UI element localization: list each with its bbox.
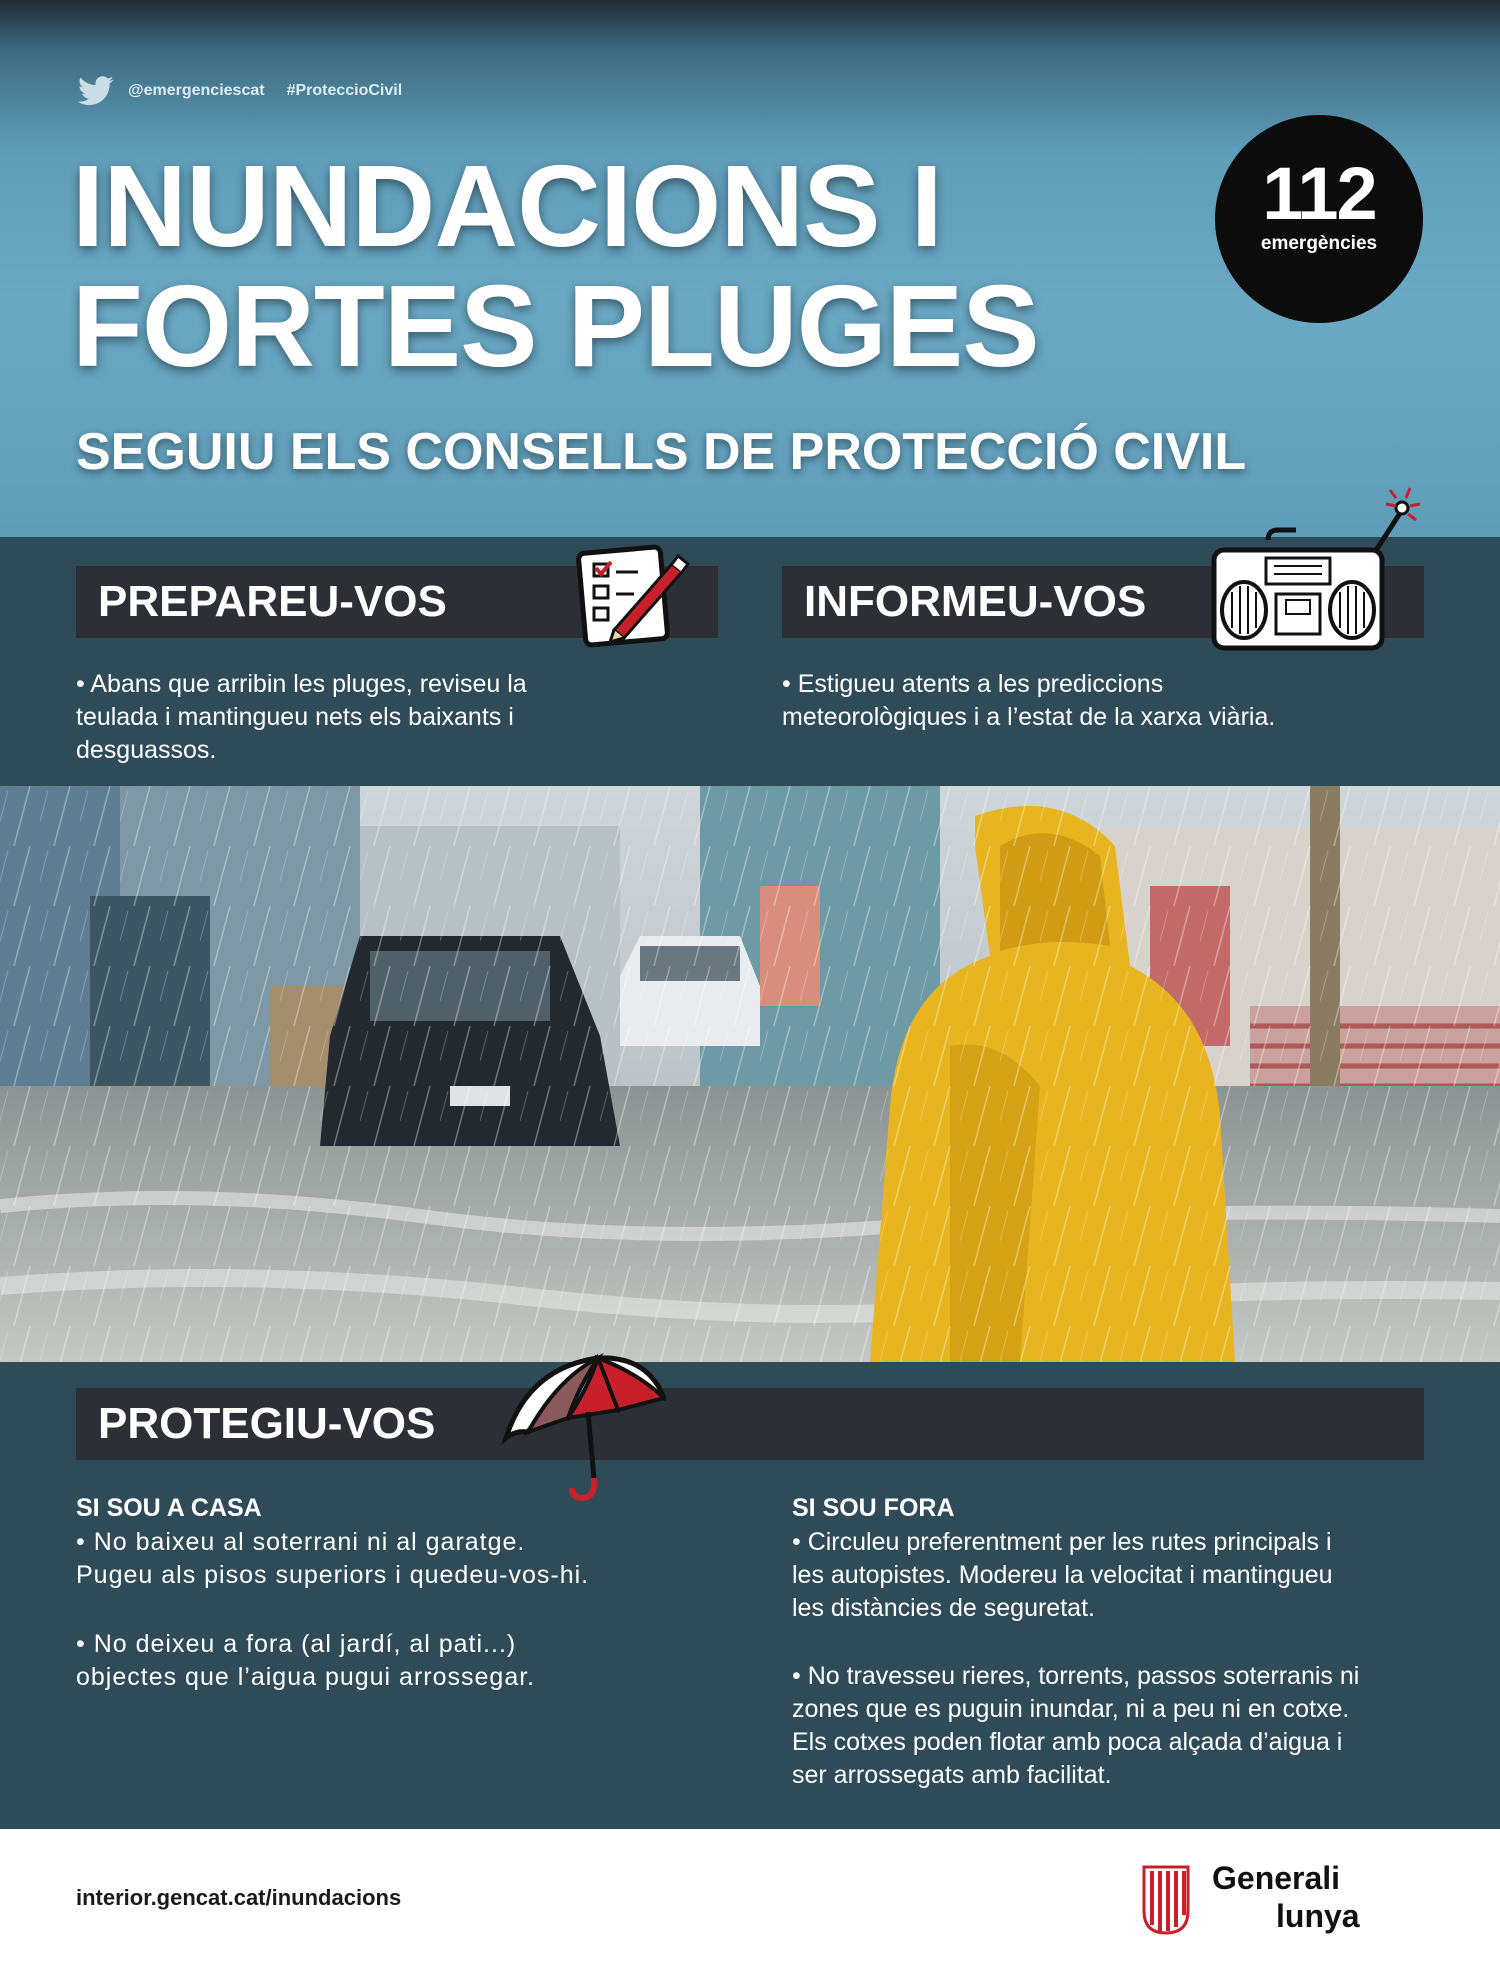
prepare-tip-line: • Abans que arribin les pluges, reviseu la xyxy=(76,670,527,698)
section-prepare-title: PREPAREU-VOS xyxy=(76,566,718,638)
outside-tip-2 xyxy=(792,1660,1359,1792)
header xyxy=(0,0,1500,537)
social-links xyxy=(78,76,410,106)
prepare-tip-line: desguassos. xyxy=(76,736,217,764)
inform-tip-line: meteorològiques i a l’estat de la xarxa viària. xyxy=(782,703,1276,731)
outside-tip-line: les autopistes. Modereu la velocitat i mantingueu xyxy=(792,1561,1333,1589)
prepare-tip-line: teulada i mantingueu nets els baixants i xyxy=(76,703,514,731)
twitter-icon xyxy=(78,76,114,106)
outside-tip-line: ser arrossegats amb facilitat. xyxy=(792,1761,1112,1789)
flood-photo xyxy=(0,786,1500,1362)
home-heading: SI SOU A CASA xyxy=(76,1494,262,1522)
title-line-1: INUNDACIONS I xyxy=(72,141,942,271)
home-tip-1 xyxy=(76,1526,589,1592)
emergency-number: 112 xyxy=(1262,152,1376,235)
generalitat-logo-icon xyxy=(1142,1865,1190,1935)
outside-tip-line: • No travesseu rieres, torrents, passos soterranis ni xyxy=(792,1662,1360,1690)
home-tip-line: • No baixeu al soterrani ni al garatge. xyxy=(76,1528,526,1556)
title-line-2: FORTES PLUGES xyxy=(72,261,1039,391)
section-protect-title: PROTEGIU-VOS xyxy=(76,1388,1424,1460)
generalitat-brand xyxy=(1212,1859,1360,1935)
section-inform-title: INFORMEU-VOS xyxy=(782,566,1424,638)
home-tip-line: • No deixeu a fora (al jardí, al pati...) xyxy=(76,1630,517,1658)
prepare-tip xyxy=(76,668,527,767)
radio-icon xyxy=(1206,480,1432,660)
inform-tip xyxy=(782,668,1275,734)
outside-tip-line: zones que es puguin inundar, ni a peu ni en cotxe. xyxy=(792,1695,1350,1723)
page-subtitle: SEGUIU ELS CONSELLS DE PROTECCIÓ CIVIL xyxy=(76,423,1247,481)
home-tip-line: Pugeu als pisos superiors i quedeu-vos-hi. xyxy=(76,1561,590,1589)
footer xyxy=(0,1829,1500,1979)
emergency-label: emergències xyxy=(1260,233,1378,254)
hashtag[interactable]: #ProteccioCivil xyxy=(286,82,403,99)
outside-tip-line: les distàncies de seguretat. xyxy=(792,1594,1095,1622)
footer-url[interactable]: interior.gencat.cat/inundacions xyxy=(76,1885,402,1910)
home-tip-2 xyxy=(76,1628,535,1694)
emergency-badge xyxy=(1215,115,1423,323)
home-tip-line: objectes que l’aigua pugui arrossegar. xyxy=(76,1663,536,1691)
outside-tip-line: • Circuleu preferentment per les rutes principals i xyxy=(792,1528,1332,1556)
brand-line-2: lunya xyxy=(1276,1898,1360,1934)
page-title xyxy=(72,141,1039,391)
checklist-icon xyxy=(572,542,690,650)
flooded-street-image xyxy=(0,786,1500,1362)
brand-line-1: Generali xyxy=(1212,1860,1341,1896)
outside-tip-1 xyxy=(792,1526,1333,1625)
umbrella-icon xyxy=(498,1348,666,1508)
outside-tip-line: Els cotxes poden flotar amb poca alçada d’aigua i xyxy=(792,1728,1343,1756)
inform-tip-line: • Estigueu atents a les prediccions xyxy=(782,670,1164,698)
twitter-handle[interactable]: @emergenciescat xyxy=(128,82,265,99)
outside-heading: SI SOU FORA xyxy=(792,1494,955,1522)
